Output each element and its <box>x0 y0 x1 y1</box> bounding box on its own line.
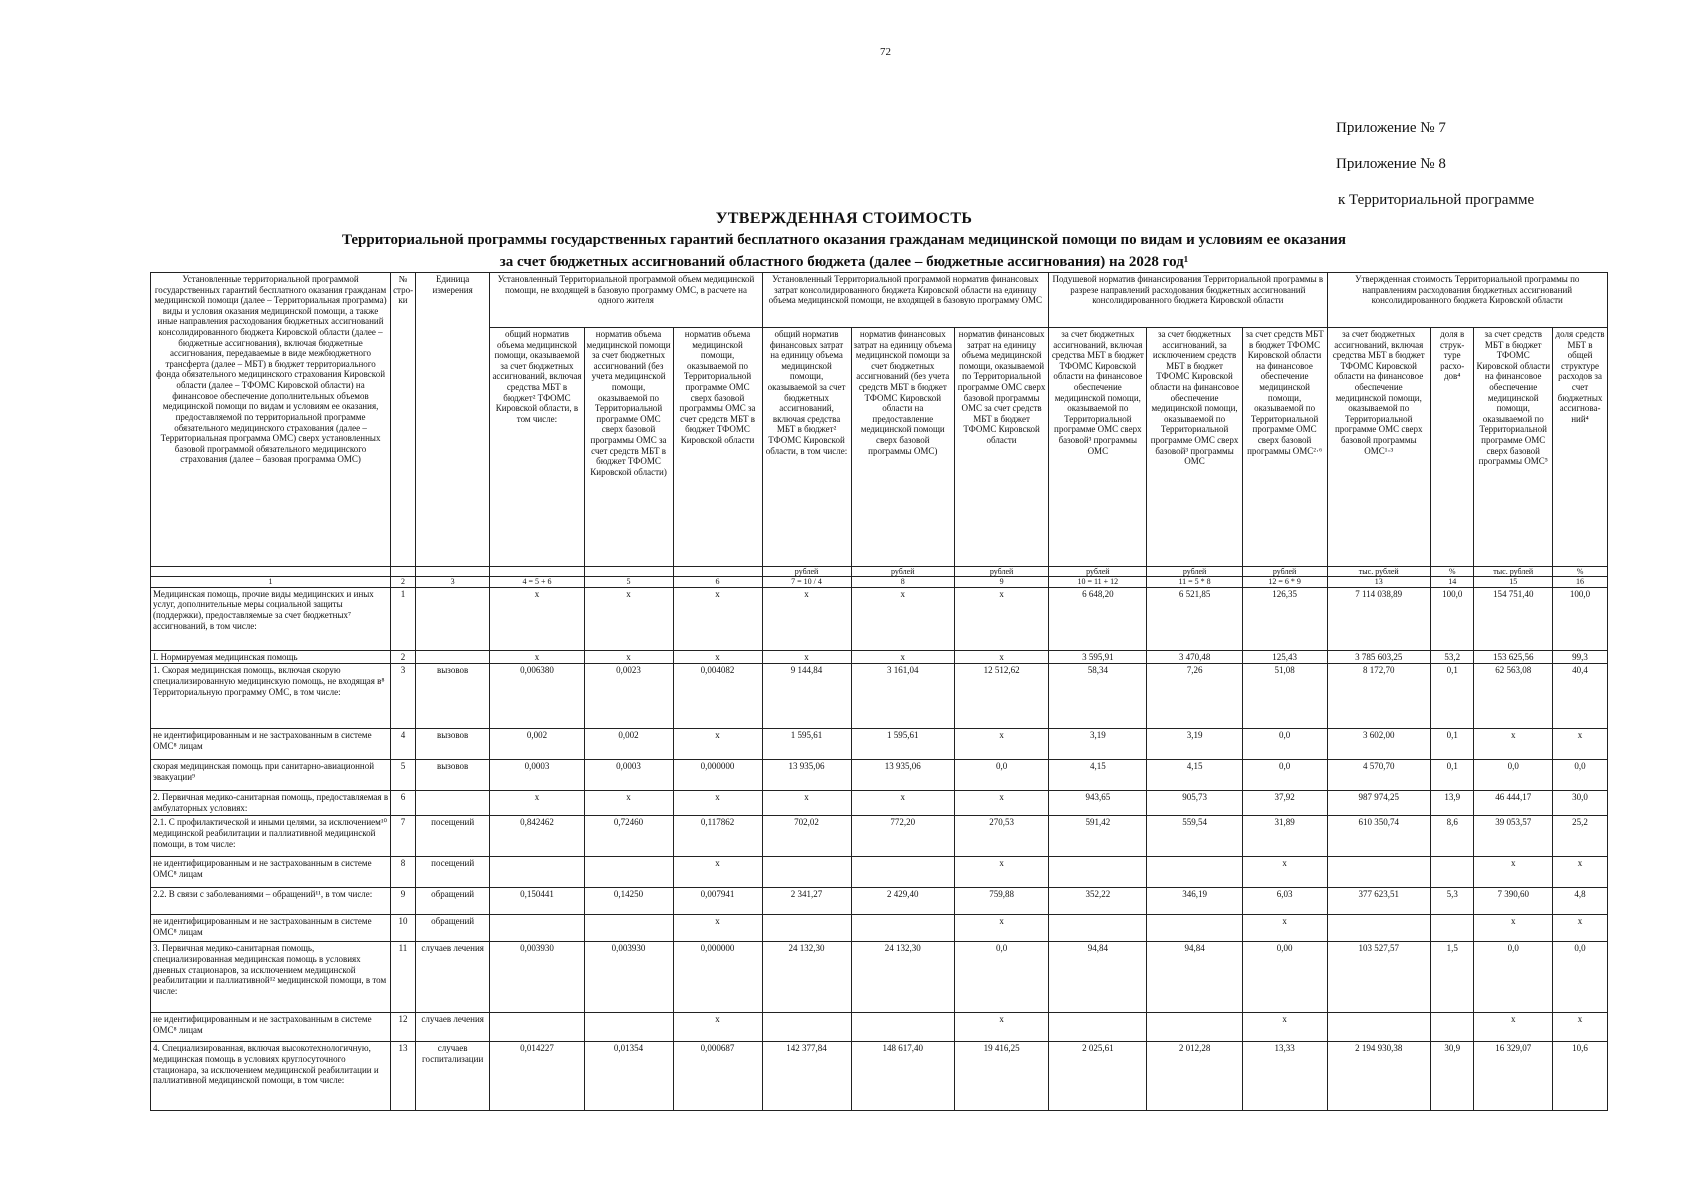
table-cell: 24 132,30 <box>762 942 851 1013</box>
table-cell: посещений <box>415 857 490 888</box>
table-cell: 559,54 <box>1147 816 1242 857</box>
table-cell: вызовов <box>415 664 490 729</box>
table-cell: 3 595,91 <box>1049 650 1147 664</box>
table-cell: х <box>673 1013 762 1042</box>
unit-cell: тыс. рублей <box>1327 567 1430 577</box>
table-cell: 13,9 <box>1430 791 1473 816</box>
table-cell <box>1049 857 1147 888</box>
table-cell: 13 935,06 <box>851 760 954 791</box>
colnum-cell: 5 <box>584 577 673 587</box>
colnum-cell: 16 <box>1553 577 1608 587</box>
table-cell <box>762 857 851 888</box>
table-cell: 12 512,62 <box>955 664 1049 729</box>
table-cell: 0,150441 <box>490 888 584 915</box>
table-cell: 13,33 <box>1242 1042 1327 1111</box>
document-subtitle: Территориальной программы государственных гарантий бесплатного оказания гражданам медицинской помощи по видам и условиям ее оказания <box>341 232 1347 248</box>
table-cell: 4,15 <box>1049 760 1147 791</box>
table-row <box>151 729 1608 760</box>
table-cell: х <box>584 791 673 816</box>
table-cell <box>584 915 673 942</box>
table-cell: 13 <box>391 1042 416 1111</box>
table-cell: 7 390,60 <box>1474 888 1553 915</box>
table-cell: 3 161,04 <box>851 664 954 729</box>
table-cell: 6 648,20 <box>1049 587 1147 650</box>
row-label-cell: не идентифицированным и не застрахованным в системе ОМС⁸ лицам <box>151 729 391 760</box>
table-cell: 100,0 <box>1553 587 1608 650</box>
table-cell: 100,0 <box>1430 587 1473 650</box>
table-cell: х <box>673 791 762 816</box>
colnum-cell: 2 <box>391 577 416 587</box>
table-cell: 37,92 <box>1242 791 1327 816</box>
table-cell: 2 025,61 <box>1049 1042 1147 1111</box>
table-cell: 0,000000 <box>673 942 762 1013</box>
table-cell <box>1049 915 1147 942</box>
header-group-cost-norm: Установленный Территориальной программой норматив финансовых затрат консолидированного бюджета Кировской области на единицу объема медицинской помощи, не входящей в базовую программу ОМС <box>762 273 1049 328</box>
table-cell: х <box>584 650 673 664</box>
table-cell: обращений <box>415 888 490 915</box>
table-cell <box>1147 857 1242 888</box>
header-group-approved-cost: Утвержденная стоимость Территориальной программы по направлениям расходования бюджетных ассигнований консолидированного бюджета Кировской области <box>1327 273 1608 328</box>
table-cell <box>490 1013 584 1042</box>
table-cell: 2 341,27 <box>762 888 851 915</box>
table-cell: х <box>955 857 1049 888</box>
table-cell <box>762 915 851 942</box>
table-cell: 0,007941 <box>673 888 762 915</box>
table-cell: 9 <box>391 888 416 915</box>
table-cell: 702,02 <box>762 816 851 857</box>
table-cell <box>851 1013 954 1042</box>
table-cell: 0,117862 <box>673 816 762 857</box>
table-cell: 4 570,70 <box>1327 760 1430 791</box>
table-cell: х <box>955 1013 1049 1042</box>
unit-cell: % <box>1430 567 1473 577</box>
table-cell: 13 935,06 <box>762 760 851 791</box>
table-cell <box>851 857 954 888</box>
table-cell <box>584 1013 673 1042</box>
table-cell: случаев лечения <box>415 942 490 1013</box>
table-header-row <box>151 273 1608 328</box>
table-row <box>151 888 1608 915</box>
table-cell: 3 470,48 <box>1147 650 1242 664</box>
row-label-cell: 1. Скорая медицинская помощь, включая скорую специализированную медицинскую помощь, не входящая в⁸ Территориальную программу ОМС, в том числе: <box>151 664 391 729</box>
table-cell <box>415 791 490 816</box>
table-cell: х <box>1242 1013 1327 1042</box>
table-cell: х <box>955 587 1049 650</box>
table-cell: 3 602,00 <box>1327 729 1430 760</box>
table-cell: х <box>490 791 584 816</box>
table-cell: 62 563,08 <box>1474 664 1553 729</box>
colnum-cell: 7 = 10 / 4 <box>762 577 851 587</box>
table-cell: 0,842462 <box>490 816 584 857</box>
page-number: 72 <box>880 46 891 58</box>
header-cell-12: за счет средств МБТ в бюджет ТФОМС Кировской области на финансовое обеспечение медицинской помощи, оказываемой по Территориальной программе ОМС сверх базовой программы ОМС²·⁶ <box>1242 328 1327 567</box>
table-cell: х <box>851 791 954 816</box>
table-cell: х <box>673 650 762 664</box>
colnum-cell: 8 <box>851 577 954 587</box>
table-cell <box>490 857 584 888</box>
table-cell: 0,002 <box>490 729 584 760</box>
table-cell: 0,0 <box>1474 942 1553 1013</box>
header-cell-7: общий норматив финансовых затрат на единицу объема медицинской помощи, оказываемой за счет бюджетных ассигнований, включая средства МБТ в бюджет² ТФОМС Кировской области, в том числе: <box>762 328 851 567</box>
table-row <box>151 942 1608 1013</box>
header-cell-3: Единица измерения <box>415 273 490 567</box>
table-cell: 12 <box>391 1013 416 1042</box>
table-cell <box>1327 857 1430 888</box>
table-cell: 0,0 <box>1553 942 1608 1013</box>
unit-cell: рублей <box>1049 567 1147 577</box>
table-row <box>151 816 1608 857</box>
header-cell-11: за счет бюджетных ассигнований, за исключением средств МБТ в бюджет ТФОМС Кировской области на финансовое обеспечение медицинской помощи, оказываемой по Территориальной программе ОМС сверх базовой³ программы ОМС <box>1147 328 1242 567</box>
document-subtitle-2: за счет бюджетных ассигнований областного бюджета (далее – бюджетные ассигнования) на 2028 год¹ <box>499 254 1189 270</box>
table-cell: 31,89 <box>1242 816 1327 857</box>
table-cell <box>584 857 673 888</box>
table-row <box>151 587 1608 650</box>
table-cell: 5,3 <box>1430 888 1473 915</box>
table-cell: х <box>1553 857 1608 888</box>
header-cell-2: № стро-ки <box>391 273 416 567</box>
unit-cell <box>673 567 762 577</box>
table-cell: 4 <box>391 729 416 760</box>
table-cell: 4,15 <box>1147 760 1242 791</box>
table-cell: 24 132,30 <box>851 942 954 1013</box>
table-cell <box>1147 915 1242 942</box>
table-cell: 0,006380 <box>490 664 584 729</box>
colnum-cell: 10 = 11 + 12 <box>1049 577 1147 587</box>
table-cell: 943,65 <box>1049 791 1147 816</box>
table-cell: обращений <box>415 915 490 942</box>
table-cell: 154 751,40 <box>1474 587 1553 650</box>
row-label-cell: не идентифицированным и не застрахованным в системе ОМС⁸ лицам <box>151 915 391 942</box>
row-label-cell: 4. Специализированная, включая высокотехнологичную, медицинская помощь в условиях круглосуточного стационара, за исключением медицинской реабилитации и паллиативной медицинской помощи, в том числе: <box>151 1042 391 1111</box>
table-cell: 2 429,40 <box>851 888 954 915</box>
table-cell: 0,0 <box>1474 760 1553 791</box>
table-cell: 0,0 <box>955 942 1049 1013</box>
table-cell: 2 194 930,38 <box>1327 1042 1430 1111</box>
table-cell: случаев лечения <box>415 1013 490 1042</box>
colnum-cell: 14 <box>1430 577 1473 587</box>
table-cell: х <box>1474 1013 1553 1042</box>
table-row <box>151 791 1608 816</box>
table-cell: 0,000687 <box>673 1042 762 1111</box>
table-cell: 0,0003 <box>490 760 584 791</box>
table-cell: х <box>762 650 851 664</box>
table-cell: х <box>1553 729 1608 760</box>
table-cell: 7 <box>391 816 416 857</box>
unit-cell: рублей <box>1147 567 1242 577</box>
unit-cell: рублей <box>955 567 1049 577</box>
header-cell-15: за счет средств МБТ в бюджет ТФОМС Кировской области на финансовое обеспечение медицинской помощи, оказываемой по Территориальной программе ОМС сверх базовой программы ОМС⁵ <box>1474 328 1553 567</box>
table-cell: 759,88 <box>955 888 1049 915</box>
header-cell-5: норматив объема медицинской помощи за счет бюджетных ассигнований (без учета медицинской помощи, оказываемой по Территориальной программе ОМС сверх базовой программы ОМС за счет средств МБТ в бюджет ТФОМС Кировской области) <box>584 328 673 567</box>
table-cell: 772,20 <box>851 816 954 857</box>
header-cell-16: доля средств МБТ в общей структуре расходов за счет бюджетных ассигнова-ний⁴ <box>1553 328 1608 567</box>
table-cell: 352,22 <box>1049 888 1147 915</box>
unit-cell: рублей <box>762 567 851 577</box>
table-cell: 0,000000 <box>673 760 762 791</box>
table-cell: 0,72460 <box>584 816 673 857</box>
row-label-cell: 2.2. В связи с заболеваниями – обращений¹¹, в том числе: <box>151 888 391 915</box>
table-cell: х <box>673 857 762 888</box>
header-cell-9: норматив финансовых затрат на единицу объема медицинской помощи, оказываемой по Территориальной программе ОМС сверх базовой программы ОМС за счет средств МБТ в бюджет ТФОМС Кировской области <box>955 328 1049 567</box>
table-cell: 8 <box>391 857 416 888</box>
table-cell: 0,003930 <box>584 942 673 1013</box>
table-cell: х <box>1474 729 1553 760</box>
colnum-cell: 15 <box>1474 577 1553 587</box>
table-body <box>151 587 1608 1111</box>
table-row <box>151 760 1608 791</box>
unit-cell <box>584 567 673 577</box>
table-cell: х <box>1553 1013 1608 1042</box>
table-cell: 0,0 <box>1242 760 1327 791</box>
table-row <box>151 857 1608 888</box>
table-cell: х <box>955 650 1049 664</box>
table-cell: х <box>1553 915 1608 942</box>
table-cell: 270,53 <box>955 816 1049 857</box>
table-cell: 2 012,28 <box>1147 1042 1242 1111</box>
table-cell: 0,003930 <box>490 942 584 1013</box>
row-label-cell: 2.1. С профилактической и иными целями, за исключением¹⁰ медицинской реабилитации и паллиативной медицинской помощи, в том числе: <box>151 816 391 857</box>
header-group-volume: Установленный Территориальной программой объем медицинской помощи, не входящей в базовую программу ОМС, в расчете на одного жителя <box>490 273 762 328</box>
table-cell: х <box>673 915 762 942</box>
header-cell-4: общий норматив объема медицинской помощи, оказываемой за счет бюджетных ассигнований, включая средства МБТ в бюджет² ТФОМС Кировской области, в том числе: <box>490 328 584 567</box>
table-cell <box>1430 1013 1473 1042</box>
table-cell: х <box>1242 915 1327 942</box>
table-cell: 11 <box>391 942 416 1013</box>
table-cell: 58,34 <box>1049 664 1147 729</box>
table-cell: 126,35 <box>1242 587 1327 650</box>
row-label-cell: I. Нормируемая медицинская помощь <box>151 650 391 664</box>
table-cell: 0,1 <box>1430 664 1473 729</box>
table-row <box>151 1013 1608 1042</box>
table-cell <box>762 1013 851 1042</box>
table-cell: 0,00 <box>1242 942 1327 1013</box>
table-cell: 39 053,57 <box>1474 816 1553 857</box>
table-row <box>151 650 1608 664</box>
table-cell: случаев госпитализации <box>415 1042 490 1111</box>
table-cell: 0,0023 <box>584 664 673 729</box>
table-cell: 125,43 <box>1242 650 1327 664</box>
table-cell: 377 623,51 <box>1327 888 1430 915</box>
colnum-cell: 6 <box>673 577 762 587</box>
table-row <box>151 1042 1608 1111</box>
appendix-to-label: к Территориальной программе <box>1338 192 1535 208</box>
table-cell: 0,002 <box>584 729 673 760</box>
table-cell: 4,8 <box>1553 888 1608 915</box>
document-title: УТВЕРЖДЕННАЯ СТОИМОСТЬ <box>715 210 973 227</box>
table-cell: х <box>1474 857 1553 888</box>
colnum-cell: 3 <box>415 577 490 587</box>
row-label-cell: Медицинская помощь, прочие виды медицинских и иных услуг, дополнительные меры социальной защиты (поддержки), предоставляемые за счет бюджетных⁷ ассигнований, в том числе: <box>151 587 391 650</box>
table-cell: 6 <box>391 791 416 816</box>
table-cell: х <box>955 791 1049 816</box>
colnum-cell: 13 <box>1327 577 1430 587</box>
colnum-cell: 12 = 6 * 9 <box>1242 577 1327 587</box>
table-cell: 1,5 <box>1430 942 1473 1013</box>
table-cell: 8 172,70 <box>1327 664 1430 729</box>
table-cell: х <box>673 587 762 650</box>
table-cell: 103 527,57 <box>1327 942 1430 1013</box>
table-cell <box>1049 1013 1147 1042</box>
table-cell: 591,42 <box>1049 816 1147 857</box>
header-cell-1: Установленные территориальной программой государственных гарантий бесплатного оказания гражданам медицинской помощи (далее – Территориальная программа) виды и условия оказания медицинской помощи, а также иные направления расходования бюджетных ассигнований консолидированного бюджета Кировской области (далее – бюджетные ассигнования), включая бюджетные ассигнования, передаваемые в виде межбюджетного трансферта (далее – МБТ) в бюджет территориального фонда обязательного медицинского страхования Кировской области (далее – ТФОМС Кировской области) на финансовое обеспечение дополнительных объемов медицинской помощи по видам и условиям ее оказания, предоставляемой по территориальной программе обязательного медицинского страхования (далее – Территориальная программа ОМС) сверх установленных базовой программой обязательного медицинского страхования (далее – базовая программа ОМС) <box>151 273 391 567</box>
table-cell: х <box>490 587 584 650</box>
unit-cell <box>415 567 490 577</box>
header-cell-10: за счет бюджетных ассигнований, включая средства МБТ в бюджет ТФОМС Кировской области на финансовое обеспечение медицинской помощи, оказываемой по Территориальной программе ОМС сверх базовой³ программы ОМС <box>1049 328 1147 567</box>
table-cell: 3,19 <box>1147 729 1242 760</box>
table-cell: 0,014227 <box>490 1042 584 1111</box>
table-row <box>151 664 1608 729</box>
row-label-cell: не идентифицированным и не застрахованным в системе ОМС⁸ лицам <box>151 857 391 888</box>
table-cell: 0,14250 <box>584 888 673 915</box>
table-cell: 7 114 038,89 <box>1327 587 1430 650</box>
table-cell: 53,2 <box>1430 650 1473 664</box>
table-cell: 148 617,40 <box>851 1042 954 1111</box>
table-cell: 8,6 <box>1430 816 1473 857</box>
table-cell: 6 521,85 <box>1147 587 1242 650</box>
table-cell: 0,004082 <box>673 664 762 729</box>
table-cell: х <box>584 587 673 650</box>
table-cell: 9 144,84 <box>762 664 851 729</box>
table-cell: 905,73 <box>1147 791 1242 816</box>
row-label-cell: 3. Первичная медико-санитарная помощь, специализированная медицинская помощь в условиях дневных стационаров, за исключением медицинской реабилитации и паллиативной¹² медицинской помощи, в том числе: <box>151 942 391 1013</box>
table-cell <box>1430 915 1473 942</box>
table-cell: 6,03 <box>1242 888 1327 915</box>
table-cell: 99,3 <box>1553 650 1608 664</box>
table-cell: 94,84 <box>1049 942 1147 1013</box>
table-cell <box>415 650 490 664</box>
table-cell: 10 <box>391 915 416 942</box>
table-cell: 94,84 <box>1147 942 1242 1013</box>
cost-table <box>150 272 1608 1111</box>
table-cell: х <box>851 650 954 664</box>
unit-cell <box>151 567 391 577</box>
table-cell <box>851 915 954 942</box>
table-cell: 19 416,25 <box>955 1042 1049 1111</box>
colnum-cell: 11 = 5 * 8 <box>1147 577 1242 587</box>
table-cell: х <box>762 791 851 816</box>
unit-cell: рублей <box>1242 567 1327 577</box>
table-cell: 40,4 <box>1553 664 1608 729</box>
table-cell: 142 377,84 <box>762 1042 851 1111</box>
table-cell: 3,19 <box>1049 729 1147 760</box>
table-cell: 30,0 <box>1553 791 1608 816</box>
table-cell <box>415 587 490 650</box>
table-cell: 1 <box>391 587 416 650</box>
table-cell: х <box>851 587 954 650</box>
table-cell: 1 595,61 <box>851 729 954 760</box>
table-cell: 0,0 <box>955 760 1049 791</box>
table-cell: х <box>490 650 584 664</box>
appendix-8-label: Приложение № 8 <box>1336 156 1446 172</box>
table-cell: 0,0003 <box>584 760 673 791</box>
colnum-cell: 1 <box>151 577 391 587</box>
header-group-per-capita: Подушевой норматив финансирования Территориальной программы в разрезе направлений расходования бюджетных ассигнований консолидированного бюджета Кировской области <box>1049 273 1327 328</box>
units-row <box>151 567 1608 577</box>
table-cell: 46 444,17 <box>1474 791 1553 816</box>
table-cell <box>1327 1013 1430 1042</box>
table-cell: 1 595,61 <box>762 729 851 760</box>
colnum-cell: 4 = 5 + 6 <box>490 577 584 587</box>
table-cell: 7,26 <box>1147 664 1242 729</box>
row-label-cell: скорая медицинская помощь при санитарно-авиационной эвакуации⁹ <box>151 760 391 791</box>
table-cell: 10,6 <box>1553 1042 1608 1111</box>
colnum-cell: 9 <box>955 577 1049 587</box>
table-cell: 987 974,25 <box>1327 791 1430 816</box>
table-cell: 0,01354 <box>584 1042 673 1111</box>
table-cell: посещений <box>415 816 490 857</box>
table-cell: х <box>1242 857 1327 888</box>
table-cell: 3 <box>391 664 416 729</box>
table-cell: 346,19 <box>1147 888 1242 915</box>
header-cell-13: за счет бюджетных ассигнований, включая средства МБТ в бюджет ТФОМС Кировской области на финансовое обеспечение медицинской помощи, оказываемой по Территориальной программе ОМС сверх базовой программы ОМС¹·³ <box>1327 328 1430 567</box>
table-cell: 16 329,07 <box>1474 1042 1553 1111</box>
table-row <box>151 915 1608 942</box>
table-cell: 610 350,74 <box>1327 816 1430 857</box>
table-cell: 0,1 <box>1430 760 1473 791</box>
table-cell: 5 <box>391 760 416 791</box>
unit-cell: рублей <box>851 567 954 577</box>
header-cell-6: норматив объема медицинской помощи, оказываемой по Территориальной программе ОМС сверх базовой программы ОМС за счет средств МБТ в бюджет ТФОМС Кировской области <box>673 328 762 567</box>
table-cell: 25,2 <box>1553 816 1608 857</box>
appendix-7-label: Приложение № 7 <box>1336 120 1446 136</box>
table-cell <box>1327 915 1430 942</box>
table-cell: х <box>955 729 1049 760</box>
unit-cell <box>391 567 416 577</box>
table-cell: х <box>762 587 851 650</box>
unit-cell <box>490 567 584 577</box>
table-cell: х <box>955 915 1049 942</box>
table-cell: х <box>1474 915 1553 942</box>
table-cell: 30,9 <box>1430 1042 1473 1111</box>
table-cell: х <box>673 729 762 760</box>
unit-cell: % <box>1553 567 1608 577</box>
table-cell: вызовов <box>415 760 490 791</box>
header-cell-8: норматив финансовых затрат на единицу объема медицинской помощи за счет бюджетных ассигнований (без учета средств МБТ в бюджет ТФОМС Кировской области на предоставление медицинской помощи сверх базовой программы ОМС) <box>851 328 954 567</box>
table-cell <box>1147 1013 1242 1042</box>
table-cell: 0,1 <box>1430 729 1473 760</box>
table-cell: 153 625,56 <box>1474 650 1553 664</box>
table-cell: 2 <box>391 650 416 664</box>
table-cell: 51,08 <box>1242 664 1327 729</box>
column-numbers-row <box>151 577 1608 587</box>
table-cell: 0,0 <box>1242 729 1327 760</box>
header-cell-14: доля в струк-туре расхо-дов⁴ <box>1430 328 1473 567</box>
table-cell: 0,0 <box>1553 760 1608 791</box>
row-label-cell: 2. Первичная медико-санитарная помощь, предоставляемая в амбулаторных условиях: <box>151 791 391 816</box>
unit-cell: тыс. рублей <box>1474 567 1553 577</box>
table-cell: вызовов <box>415 729 490 760</box>
table-cell: 3 785 603,25 <box>1327 650 1430 664</box>
table-cell <box>490 915 584 942</box>
table-cell <box>1430 857 1473 888</box>
row-label-cell: не идентифицированным и не застрахованным в системе ОМС⁸ лицам <box>151 1013 391 1042</box>
